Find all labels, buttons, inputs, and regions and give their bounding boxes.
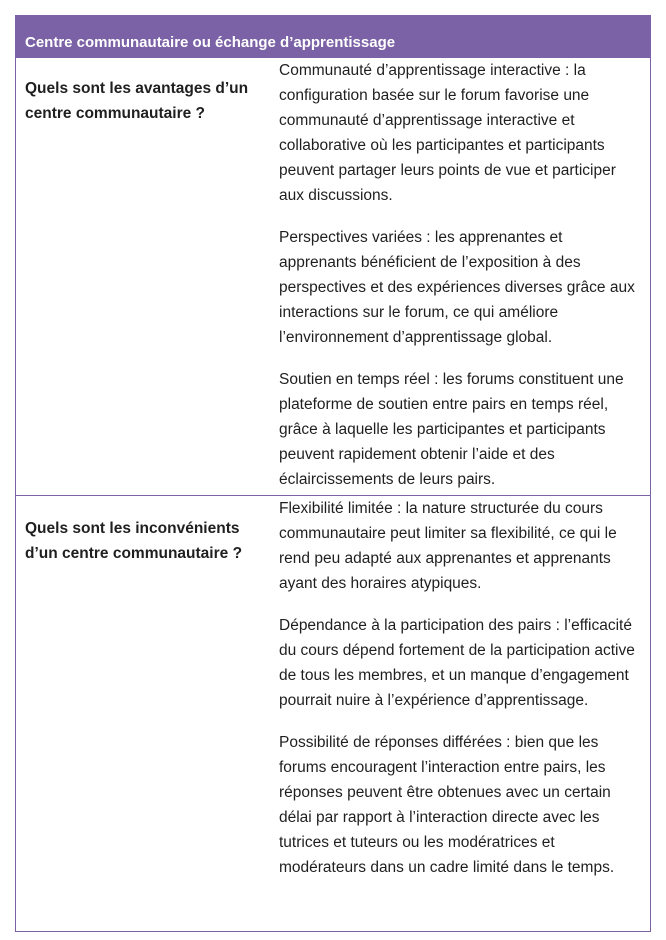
table-row-advantages: [16, 58, 650, 495]
table-row-disadvantages: [16, 495, 650, 931]
comparison-table: [15, 15, 651, 932]
answer-paragraph: Perspectives variées : les apprenantes et apprenants bénéficient de l’exposition à des perspectives et des expériences diverses grâce aux interactions sur le forum, ce qui améliore l’environnement d’apprentissage global.: [279, 229, 635, 346]
row-answers: [270, 496, 650, 931]
row-question: Quels sont les inconvénients d’un centre communautaire ?: [25, 520, 243, 562]
row-question: Quels sont les avantages d’un centre communautaire ?: [25, 80, 249, 122]
answer-paragraph: Dépendance à la participation des pairs : l’efficacité du cours dépend fortement de la participation active de tous les membres, et un manque d’engagement pourrait nuire à l’expérience d’apprentissage.: [279, 617, 635, 709]
answer-paragraph: Communauté d’apprentissage interactive : la configuration basée sur le forum favorise une communauté d’apprentissage interactive et collaborative où les participantes et participants peuvent partager leurs points de vue et participer aux discussions.: [279, 62, 616, 204]
answer-paragraph: Soutien en temps réel : les forums constituent une plateforme de soutien entre pairs en temps réel, grâce à laquelle les participantes et participants peuvent rapidement obtenir l’aide et des éclaircissements de leurs pairs.: [279, 371, 624, 488]
answer-paragraph: Flexibilité limitée : la nature structurée du cours communautaire peut limiter sa flexibilité, ce qui le rend peu adapté aux apprenantes et apprenants ayant des horaires atypiques.: [279, 500, 617, 592]
answer-paragraph: Possibilité de réponses différées : bien que les forums encouragent l’interaction entre pairs, les réponses peuvent être obtenues avec un certain délai par rapport à l’interaction directe avec les tutrices et tuteurs ou les modératrices et modérateurs dans un cadre limité dans le temps.: [279, 734, 615, 876]
table-header: Centre communautaire ou échange d’apprentissage: [16, 15, 650, 58]
row-answers: [270, 58, 650, 495]
